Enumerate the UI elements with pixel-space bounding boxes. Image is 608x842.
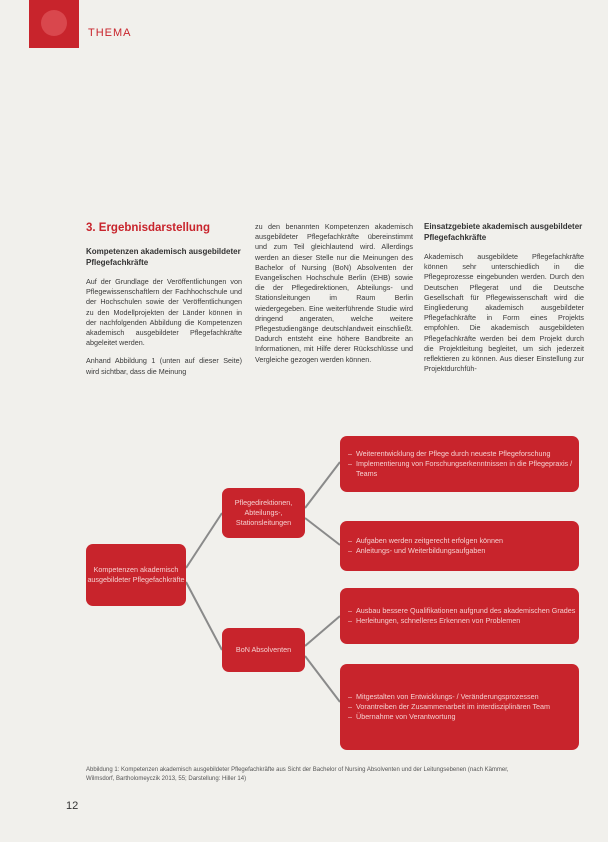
- section-heading: 3. Ergebnisdarstellung: [86, 222, 210, 234]
- diagram-leaf-1: [340, 436, 579, 492]
- leaf-item: – Aufgaben werden zeitgerecht erfolgen können: [348, 536, 503, 546]
- paragraph: Anhand Abbildung 1 (unten auf dieser Seite) wird sichtbar, dass die Meinung: [86, 356, 242, 376]
- page-number: 12: [66, 800, 79, 812]
- leaf-item: – Herleitungen, schnelleres Erkennen von Problemen: [348, 616, 575, 626]
- subheading-deployment: Einsatzgebiete akademisch ausgebildeter Pflegefachkräfte: [424, 222, 583, 242]
- leaf-item: – Übernahme von Verantwortung: [348, 712, 550, 722]
- root-label: Kompetenzen akademisch ausgebildeter Pflegefachkräfte: [87, 565, 185, 584]
- leaf-item: – Vorantreiben der Zusammenarbeit im interdisziplinären Team: [348, 702, 550, 712]
- diagram-branch-leadership: [222, 488, 305, 538]
- leaf-item: – Weiterentwicklung der Pflege durch neueste Pflegeforschung: [348, 449, 579, 459]
- leaf-item: – Implementierung von Forschungserkenntnissen in die Pflegepraxis / Teams: [348, 459, 579, 479]
- paragraph: Akademisch ausgebildete Pflegefachkräfte können sehr unterschiedlich in die Pflegeprozesse eingebunden werden. Durch den Deutschen Pflegerat und die Deutsche Gesellschaft für Pflegewissenschaft wird die Eingliederung akademisch ausgebildeter Pflegefachkräfte in Form eines Projekts empfohlen. Die akademisch ausgebildeten Pflegefachkräfte werden bei dem Projekt durch die Projektleitung begleitet, um sich jederzeit reflektieren zu können. Aus dieser Einstellung zur Projektdurchfüh-: [424, 252, 584, 374]
- branch-label: Pflegedirektionen, Abteilungs-, Stationsleitungen: [234, 498, 293, 527]
- diagram-leaf-2: [340, 521, 579, 571]
- diagram-branch-graduates: [222, 628, 305, 672]
- subheading-competencies: Kompetenzen akademisch ausgebildeter Pflegefachkräfte: [86, 247, 241, 267]
- paragraph: zu den benannten Kompetenzen akademisch ausgebildeter Pflegefachkräfte übereinstimmt und zum Teil gleichlautend wird. Allerdings werden an dieser Stelle nur die Meinungen des Bachelor of Nursing (BoN) Absolventen der Evangelischen Hochschule Berlin (EHB) sowie die der Pflegedirektionen, Abteilungs- und Stationsleitungen im Raum Berlin wiedergegeben. Eine weiterführende Studie wird dringend angeraten, welche weitere Pflegestudiengänge deutschlandweit einschließt. Dadurch entsteht eine höhere Bandbreite an Informationen, mit Hilfe derer Rückschlüsse und Vergleiche gezogen werden können.: [255, 222, 413, 364]
- diagram-leaf-3: [340, 588, 579, 644]
- section-label: THEMA: [88, 27, 132, 39]
- diagram-root-node: [86, 544, 186, 606]
- leaf-item: – Anleitungs- und Weiterbildungsaufgaben: [348, 546, 503, 556]
- figure-caption: Abbildung 1: Kompetenzen akademisch ausgebildeter Pflegefachkräfte aus Sicht der Bachelor of Nursing Absolventen und der Leitungsebenen (nach Kämmer, Wilmsdorf, Bartholomeyczik 2013, 55; Darstellung: Hiller 14): [86, 767, 509, 782]
- branch-label: BoN Absolventen: [235, 645, 292, 654]
- diagram-leaf-4: [340, 664, 579, 750]
- leaf-item: – Mitgestalten von Entwicklungs- / Veränderungsprozessen: [348, 692, 550, 702]
- paragraph: Auf der Grundlage der Veröffentlichungen von Pflegewissenschaftlern der Fachhochschule und der Hochschulen sowie der Veröffentlichungen zu den Modellprojekten der Länder können in der nachfolgenden Abbildung die Kompetenzen akademisch ausgebildeter Pflegefachkräfte abgeleitet werden.: [86, 277, 242, 348]
- leaf-item: – Ausbau bessere Qualifikationen aufgrund des akademischen Grades: [348, 606, 575, 616]
